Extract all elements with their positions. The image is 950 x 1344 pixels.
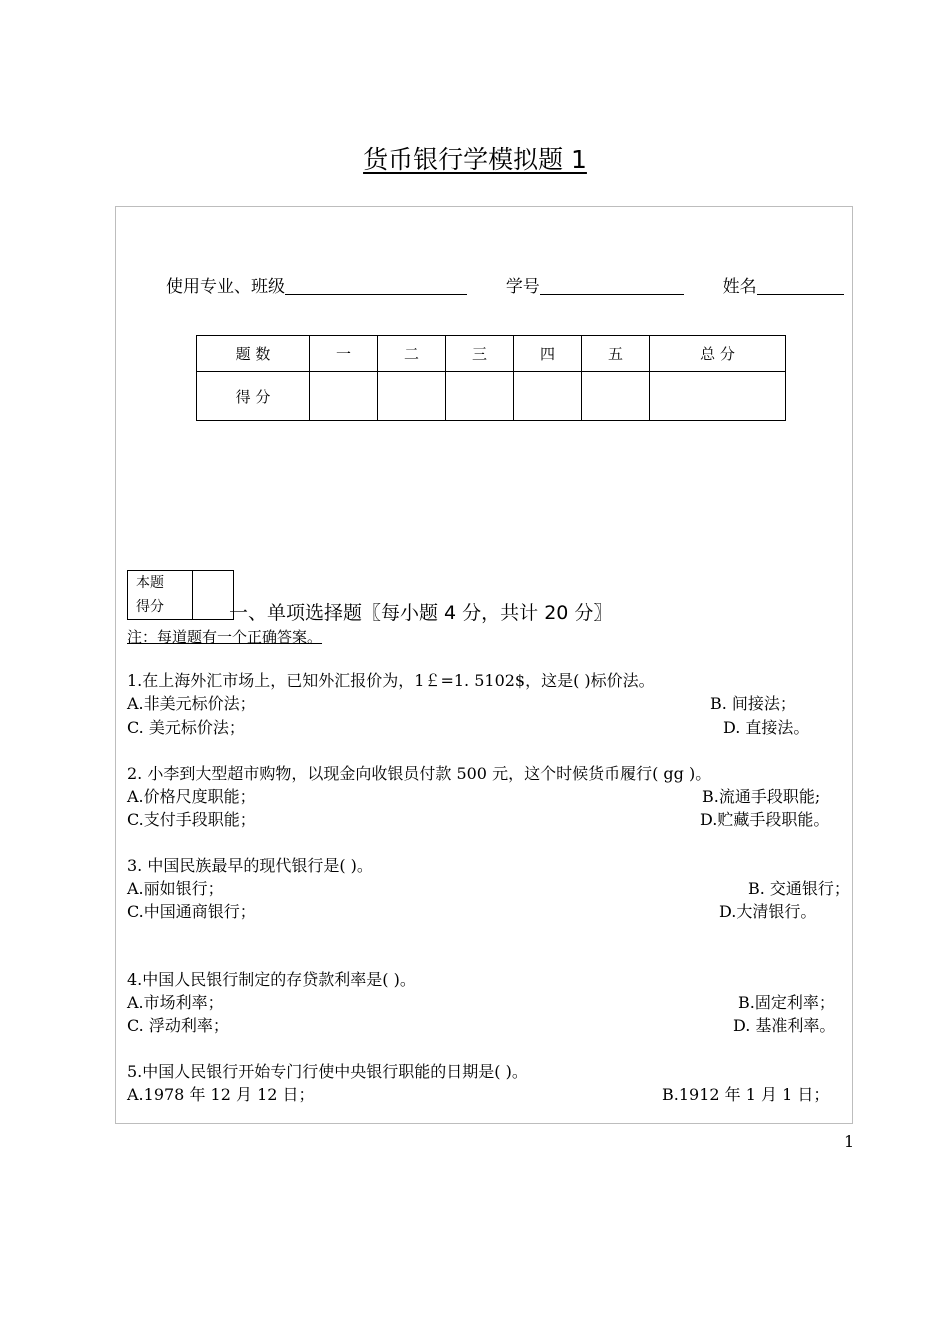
question-stem: 5.中国人民银行开始专门行使中央银行职能的日期是( )。 bbox=[127, 1062, 528, 1081]
student-id-blank bbox=[540, 276, 684, 295]
score-table-header-cell: 四 bbox=[514, 336, 582, 372]
score-table-header-cell: 题 数 bbox=[197, 336, 310, 372]
section-score-label-line: 本题 bbox=[136, 575, 164, 591]
option-d: D. 基准利率。 bbox=[733, 1016, 836, 1035]
score-cell[interactable] bbox=[378, 372, 446, 421]
section-score-box bbox=[127, 570, 234, 620]
student-id-label: 学号 bbox=[505, 277, 540, 297]
option-a: A.价格尺度职能； bbox=[127, 787, 256, 806]
option-b: B.流通手段职能; bbox=[702, 787, 821, 806]
score-table-header-cell: 一 bbox=[310, 336, 378, 372]
score-table-header-cell: 五 bbox=[582, 336, 650, 372]
question-stem: 1.在上海外汇市场上，已知外汇报价为，1￡=1. 5102$，这是( )标价法。 bbox=[127, 671, 655, 690]
name-blank bbox=[757, 276, 844, 295]
option-a: A.非美元标价法； bbox=[127, 694, 256, 713]
option-c: C.中国通商银行； bbox=[127, 902, 256, 921]
student-info-line bbox=[166, 272, 844, 297]
option-d: D. 直接法。 bbox=[723, 718, 810, 737]
page-number: 1 bbox=[844, 1132, 855, 1151]
option-a: A.丽如银行； bbox=[127, 879, 224, 898]
score-table-header-cell: 三 bbox=[446, 336, 514, 372]
option-c: C. 浮动利率； bbox=[127, 1016, 229, 1035]
score-cell[interactable] bbox=[650, 372, 786, 421]
section-score-cell[interactable] bbox=[193, 571, 234, 620]
option-a: A.1978 年 12 月 12 日； bbox=[127, 1085, 315, 1104]
score-table-row-label: 得 分 bbox=[197, 372, 310, 421]
section-score-label-line: 得分 bbox=[136, 599, 164, 615]
major-class-blank bbox=[285, 276, 467, 295]
option-b: B. 交通银行； bbox=[748, 879, 850, 898]
option-d: D.大清银行。 bbox=[719, 902, 817, 921]
score-table-header-row bbox=[197, 336, 786, 372]
score-cell[interactable] bbox=[582, 372, 650, 421]
section-heading: 一、单项选择题〖每小题 4 分，共计 20 分〗 bbox=[229, 602, 613, 624]
score-table-header-cell: 总 分 bbox=[650, 336, 786, 372]
document-title: 货币银行学模拟题 1 bbox=[363, 145, 587, 174]
score-cell[interactable] bbox=[446, 372, 514, 421]
option-b: B.固定利率； bbox=[738, 993, 835, 1012]
major-class-label: 使用专业、班级 bbox=[166, 277, 285, 297]
option-c: C.支付手段职能； bbox=[127, 810, 256, 829]
option-c: C. 美元标价法； bbox=[127, 718, 245, 737]
option-d: D.贮藏手段职能。 bbox=[700, 810, 830, 829]
score-table bbox=[196, 335, 786, 421]
question-stem: 3. 中国民族最早的现代银行是( )。 bbox=[127, 856, 373, 875]
option-a: A.市场利率； bbox=[127, 993, 224, 1012]
score-cell[interactable] bbox=[310, 372, 378, 421]
score-cell[interactable] bbox=[514, 372, 582, 421]
name-label: 姓名 bbox=[722, 277, 757, 297]
option-b: B. 间接法； bbox=[710, 694, 796, 713]
score-table-score-row bbox=[197, 372, 786, 421]
question-stem: 4.中国人民银行制定的存贷款利率是( )。 bbox=[127, 970, 416, 989]
option-b: B.1912 年 1 月 1 日； bbox=[662, 1085, 830, 1104]
section-note: 注：每道题有一个正确答案。 bbox=[127, 628, 323, 646]
section-score-label bbox=[128, 571, 193, 620]
score-table-header-cell: 二 bbox=[378, 336, 446, 372]
question-stem: 2. 小李到大型超市购物，以现金向收银员付款 500 元，这个时候货币履行( gg )。 bbox=[127, 764, 712, 783]
